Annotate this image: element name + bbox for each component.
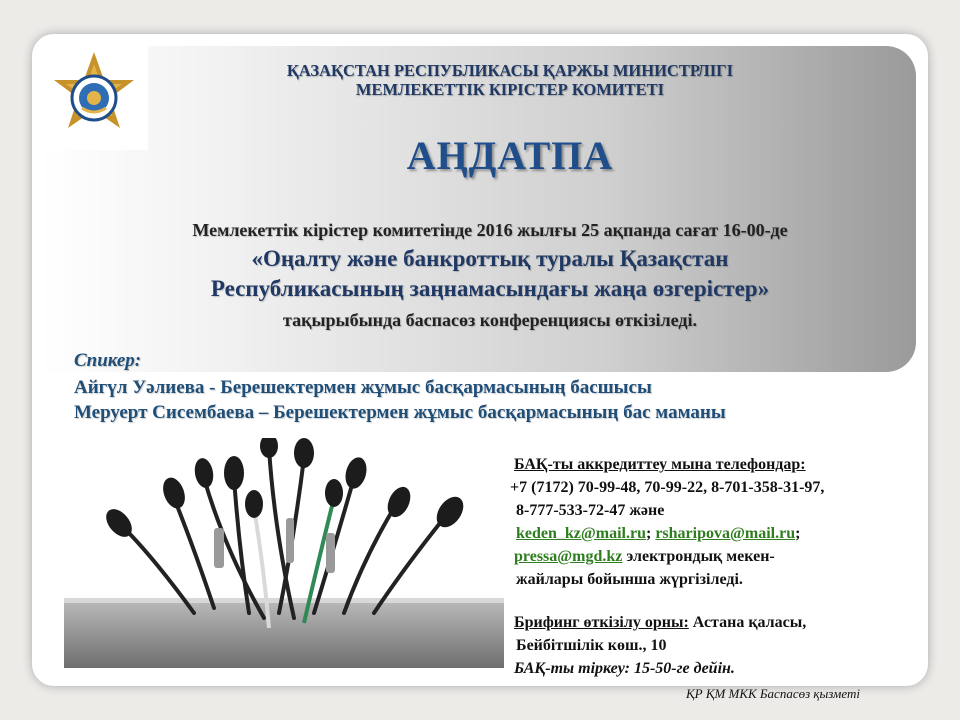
- briefing-location: [514, 612, 806, 634]
- speaker-1: Айгүл Уәлиева - Берешектермен жұмыс басқармасының басшысы: [74, 377, 652, 398]
- briefing-city: Астана қаласы,: [692, 614, 807, 631]
- briefing-street: Бейбітшілік көш., 10: [516, 637, 667, 654]
- accreditation-heading: БАҚ-ты аккредиттеу мына телефондар:: [514, 456, 806, 473]
- email-description: электрондық мекен-: [626, 548, 775, 565]
- announcement-topic-line3: тақырыбында баспасөз конференциясы өткізіледі.: [283, 310, 697, 330]
- email-link-keden[interactable]: keden_kz@mail.ru: [516, 525, 646, 542]
- org-name-line2: МЕМЛЕКЕТТІК КІРІСТЕР КОМИТЕТІ: [355, 80, 665, 99]
- announcement-intro: Мемлекеттік кірістер комитетінде 2016 жылғы 25 ақпанда сағат 16-00-де: [192, 220, 788, 240]
- announcement-topic-line2: Республикасының заңнамасындағы жаңа өзгерістер»: [210, 276, 770, 301]
- speaker-label: Спикер:: [74, 350, 142, 371]
- ministry-emblem: [40, 46, 148, 150]
- microphones-image: [64, 438, 504, 668]
- email-line-1: [516, 523, 800, 545]
- email-link-rsharipova[interactable]: rsharipova@mail.ru: [655, 525, 796, 542]
- accreditation-phones-1: +7 (7172) 70-99-48, 70-99-22, 8-701-358-31-97,: [510, 479, 825, 496]
- accreditation-phones-2: 8-777-533-72-47 және: [516, 502, 665, 519]
- email-separator-2: ;: [795, 525, 801, 542]
- email-separator-1: ;: [646, 525, 652, 542]
- page-title: АҢДАТПА: [406, 133, 614, 178]
- footer-credit: ҚР ҚМ МКК Баспасөз қызметі: [686, 686, 860, 701]
- announcement-topic-line1: «Оңалту және банкроттық туралы Қазақстан: [251, 246, 729, 271]
- registration-time: БАҚ-ты тіркеу: 15-50-ге дейін.: [514, 660, 735, 677]
- emblem-icon: [46, 50, 142, 146]
- email-line-2: [502, 546, 775, 568]
- email-description-2: жайлары бойынша жүргізіледі.: [516, 571, 743, 588]
- speaker-2: Меруерт Сисембаева – Берешектермен жұмыс басқармасының бас маманы: [74, 402, 726, 423]
- email-link-pressa[interactable]: pressa@mgd.kz: [514, 548, 623, 565]
- org-name-line1: ҚАЗАҚСТАН РЕСПУБЛИКАСЫ ҚАРЖЫ МИНИСТРЛІГІ: [286, 61, 734, 80]
- briefing-label: Брифинг өткізілу орны:: [514, 614, 689, 631]
